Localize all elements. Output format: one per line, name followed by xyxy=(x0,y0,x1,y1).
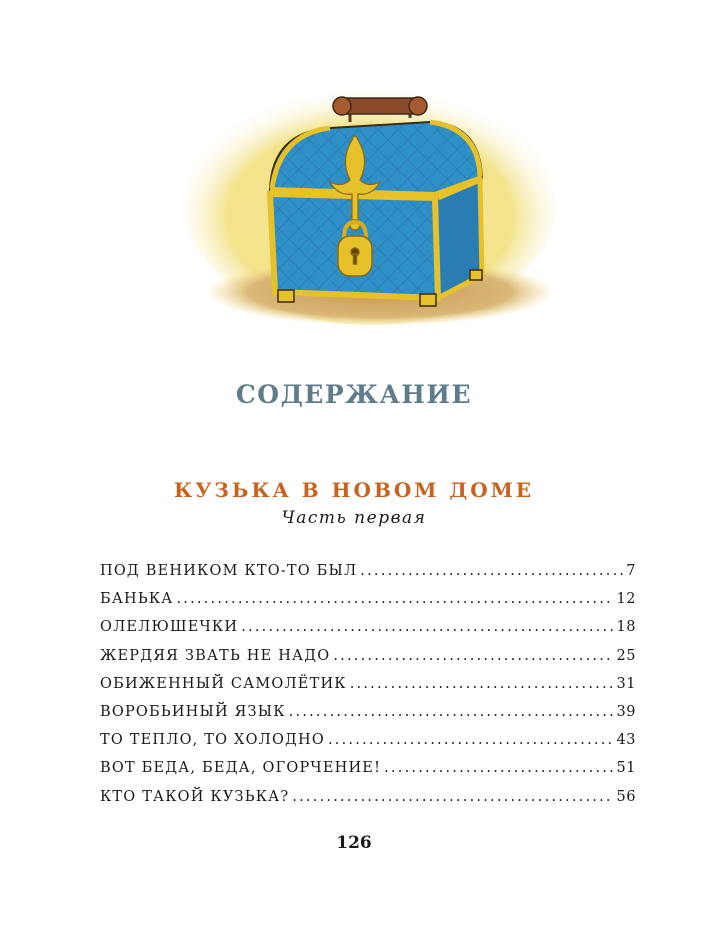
toc-entry[interactable] xyxy=(100,789,636,817)
toc-entry-page: 12 xyxy=(616,591,636,608)
toc-entry-page: 43 xyxy=(616,732,636,749)
dot-leader xyxy=(289,704,614,720)
dot-leader xyxy=(176,591,613,607)
toc-entry-page: 56 xyxy=(616,788,636,805)
page-number: 126 xyxy=(336,833,372,853)
dot-leader xyxy=(333,648,613,664)
toc-entry-title: БАНЬКА xyxy=(100,591,174,608)
chest-foot xyxy=(420,294,436,306)
toc-entry[interactable] xyxy=(100,704,636,732)
toc-entry[interactable] xyxy=(100,760,636,788)
toc-entry-title: КТО ТАКОЙ КУЗЬКА? xyxy=(100,788,290,805)
toc-entry-page: 18 xyxy=(616,619,636,636)
dot-leader xyxy=(328,732,614,748)
contents-heading: СОДЕРЖАНИЕ xyxy=(235,380,473,409)
dot-leader xyxy=(360,563,623,579)
dot-leader xyxy=(384,760,613,776)
dot-leader xyxy=(292,789,613,805)
part-subtitle: Часть первая xyxy=(281,508,427,528)
toc-entry[interactable] xyxy=(100,563,636,591)
toc-entry-title: ОЛЕЛЮШЕЧКИ xyxy=(100,619,239,636)
treasure-chest-illustration xyxy=(180,70,570,330)
toc-entry-title: ТО ТЕПЛО, ТО ХОЛОДНО xyxy=(100,732,325,749)
toc-entry-page: 31 xyxy=(616,675,636,692)
toc-entry-title: ВОРОБЬИНЫЙ ЯЗЫК xyxy=(100,703,286,720)
toc-entry-page: 7 xyxy=(626,563,636,579)
table-of-contents xyxy=(100,563,636,817)
dot-leader xyxy=(350,676,614,692)
toc-entry-page: 51 xyxy=(616,760,636,777)
toc-entry[interactable] xyxy=(100,591,636,619)
toc-entry-title: ОБИЖЕННЫЙ САМОЛЁТИК xyxy=(100,675,347,692)
toc-entry-title: ВОТ БЕДА, БЕДА, ОГОРЧЕНИЕ! xyxy=(100,760,382,777)
chest-foot xyxy=(278,290,294,302)
toc-entry-title: ПОД ВЕНИКОМ КТО-ТО БЫЛ xyxy=(100,563,358,579)
part-title: КУЗЬКА В НОВОМ ДОМЕ xyxy=(174,478,534,502)
toc-entry[interactable] xyxy=(100,619,636,647)
toc-entry[interactable] xyxy=(100,648,636,676)
toc-entry[interactable] xyxy=(100,732,636,760)
toc-entry-page: 25 xyxy=(616,647,636,664)
toc-entry[interactable] xyxy=(100,676,636,704)
chest-foot xyxy=(470,270,482,280)
dot-leader xyxy=(241,619,613,635)
toc-entry-page: 39 xyxy=(616,703,636,720)
toc-entry-title: ЖЕРДЯЯ ЗВАТЬ НЕ НАДО xyxy=(100,647,331,664)
